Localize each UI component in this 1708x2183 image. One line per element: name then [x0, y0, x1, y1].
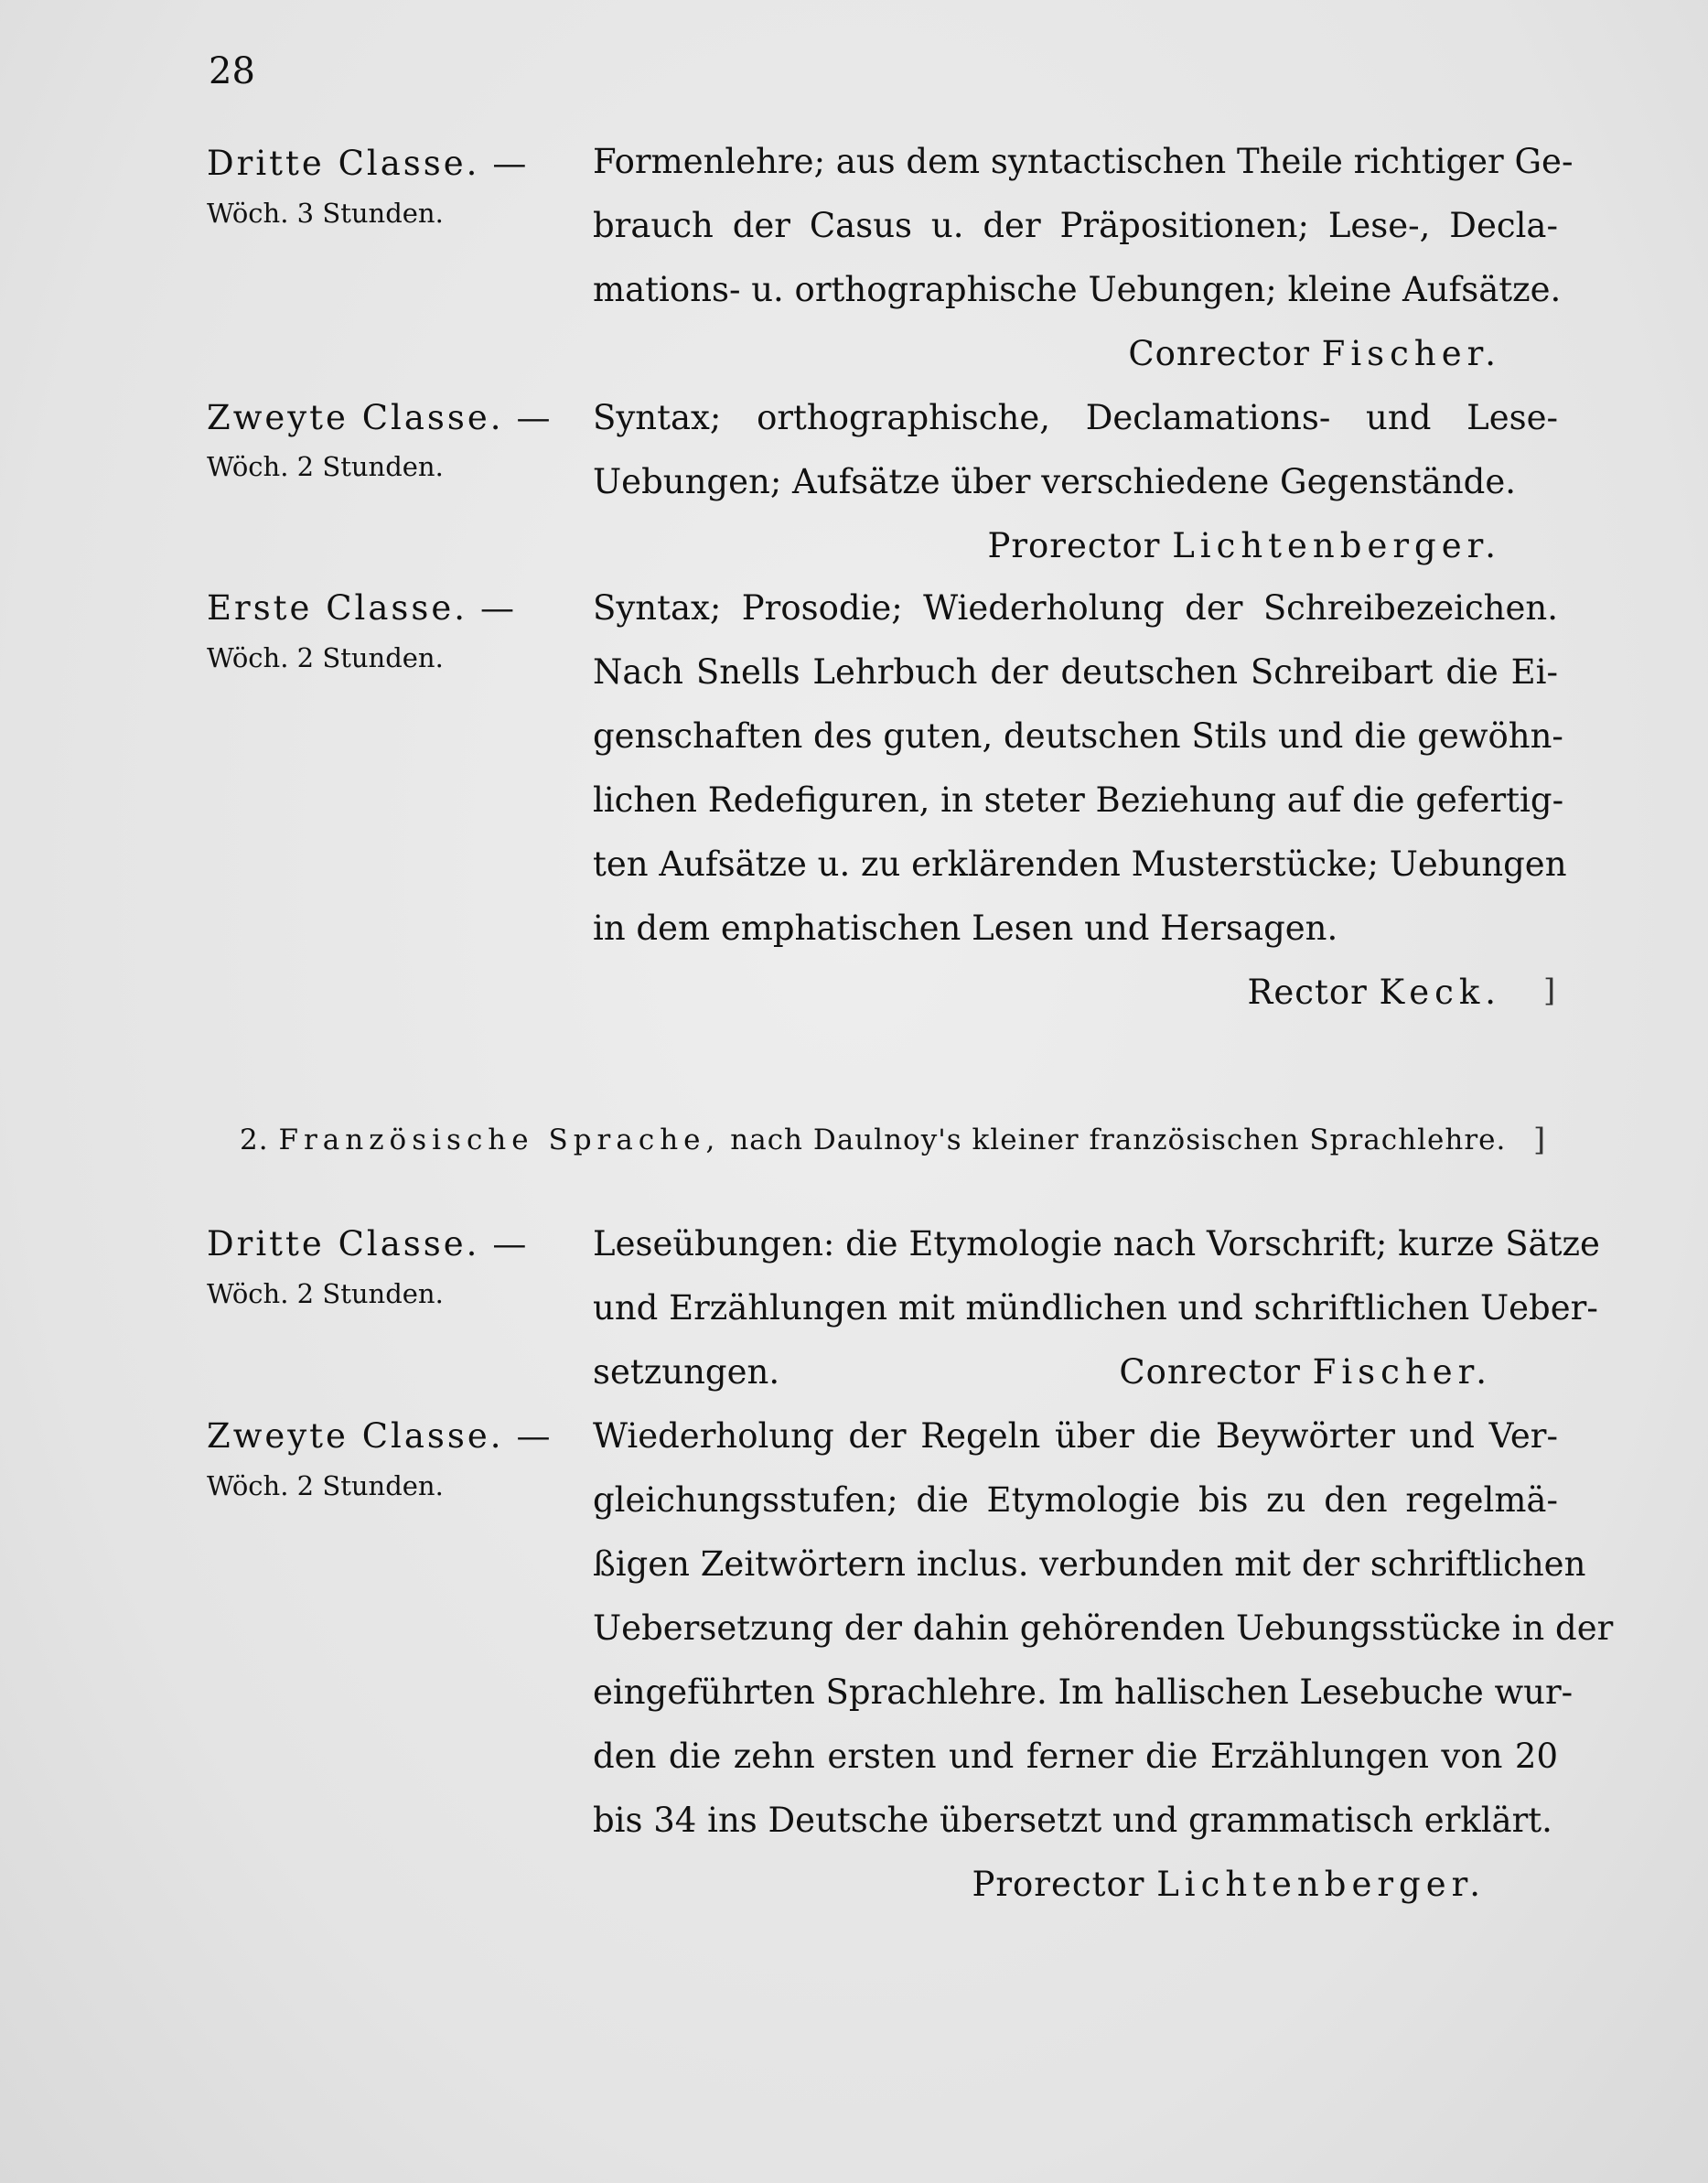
- text-line: bis 34 ins Deutsche übersetzt und grammatisch erklärt.: [593, 1801, 1552, 1840]
- teacher-title: Prorector: [987, 526, 1161, 565]
- class-dash: —: [516, 1416, 551, 1456]
- text-line: und Erzählungen mit mündlichen und schriftlichen Ueber-: [593, 1288, 1598, 1328]
- hours-label: Wöch. 2 Stunden.: [207, 642, 444, 673]
- teacher-signature: [1119, 1352, 1492, 1392]
- teacher-signature: [972, 1865, 1486, 1904]
- text-line: Syntax; orthographische, Declamations- und Lese-: [593, 398, 1558, 437]
- text-line: Uebungen; Aufsätze über verschiedene Gegenstände.: [593, 462, 1517, 501]
- text-line: gleichungsstufen; die Etymologie bis zu den regelmä-: [593, 1480, 1558, 1520]
- hours-label: Wöch. 2 Stunden.: [207, 1278, 444, 1309]
- class-dash: —: [492, 144, 527, 183]
- class-name: Zweyte Classe.: [207, 398, 504, 437]
- teacher-name: Lichtenberger.: [1172, 526, 1501, 565]
- text-line: Leseübungen: die Etymologie nach Vorschrift; kurze Sätze: [593, 1224, 1600, 1264]
- class-dash: —: [480, 588, 515, 628]
- teacher-name: Lichtenberger.: [1156, 1865, 1486, 1904]
- text-line: Wiederholung der Regeln über die Beywörter und Ver-: [593, 1416, 1558, 1456]
- text-line: in dem emphatischen Lesen und Hersagen.: [593, 909, 1338, 948]
- section-title: Französische Sprache,: [278, 1124, 721, 1156]
- class-label: [207, 1416, 551, 1456]
- teacher-title: Conrector: [1119, 1352, 1301, 1392]
- section-heading-french: [240, 1124, 1520, 1156]
- text-line: genschaften des guten, deutschen Stils und die gewöhn-: [593, 716, 1563, 756]
- teacher-title: Rector: [1247, 973, 1368, 1012]
- text-line: ßigen Zeitwörtern inclus. verbunden mit der schriftlichen: [593, 1544, 1586, 1584]
- class-name: Dritte Classe.: [207, 1224, 480, 1264]
- teacher-title: Prorector: [972, 1865, 1145, 1904]
- teacher-signature: [987, 526, 1501, 565]
- teacher-signature: [1247, 973, 1501, 1012]
- text-line: ten Aufsätze u. zu erklärenden Musterstücke; Uebungen: [593, 844, 1567, 884]
- text-line: brauch der Casus u. der Präpositionen; Lese-, Decla-: [593, 206, 1558, 245]
- class-label: [207, 588, 514, 628]
- margin-bracket-mark: ]: [1533, 1122, 1546, 1158]
- class-label: [207, 144, 526, 183]
- class-name: Zweyte Classe.: [207, 1416, 504, 1456]
- class-name: Erste Classe.: [207, 588, 468, 628]
- text-line: Uebersetzung der dahin gehörenden Uebungsstücke in der: [593, 1608, 1614, 1648]
- text-line: eingeführten Sprachlehre. Im hallischen Lesebuche wur-: [593, 1672, 1574, 1712]
- text-line: mations- u. orthographische Uebungen; kleine Aufsätze.: [593, 270, 1562, 309]
- teacher-name: Keck.: [1379, 973, 1501, 1012]
- section-subtitle: nach Daulnoy's kleiner französischen Sprachlehre.: [730, 1124, 1507, 1156]
- hours-label: Wöch. 2 Stunden.: [207, 1470, 444, 1501]
- class-dash: —: [492, 1224, 527, 1264]
- hours-label: Wöch. 2 Stunden.: [207, 451, 444, 482]
- text-line: Nach Snells Lehrbuch der deutschen Schreibart die Ei-: [593, 652, 1558, 692]
- page-number: 28: [209, 50, 255, 92]
- text-line: Syntax; Prosodie; Wiederholung der Schreibezeichen.: [593, 588, 1558, 628]
- teacher-title: Conrector: [1128, 334, 1310, 373]
- class-dash: —: [516, 398, 551, 437]
- text-line: Formenlehre; aus dem syntactischen Theile richtiger Ge-: [593, 142, 1574, 181]
- class-label: [207, 1224, 526, 1264]
- margin-bracket-mark: ]: [1543, 973, 1556, 1009]
- text-line: setzungen.: [593, 1352, 780, 1392]
- teacher-signature: [1128, 334, 1501, 373]
- section-number: 2.: [240, 1124, 269, 1156]
- class-name: Dritte Classe.: [207, 144, 480, 183]
- teacher-name: Fischer.: [1321, 334, 1501, 373]
- text-line: lichen Redefiguren, in steter Beziehung auf die gefertig-: [593, 780, 1564, 820]
- text-line: den die zehn ersten und ferner die Erzählungen von 20: [593, 1737, 1558, 1776]
- teacher-name: Fischer.: [1312, 1352, 1492, 1392]
- hours-label: Wöch. 3 Stunden.: [207, 198, 444, 229]
- class-label: [207, 398, 551, 437]
